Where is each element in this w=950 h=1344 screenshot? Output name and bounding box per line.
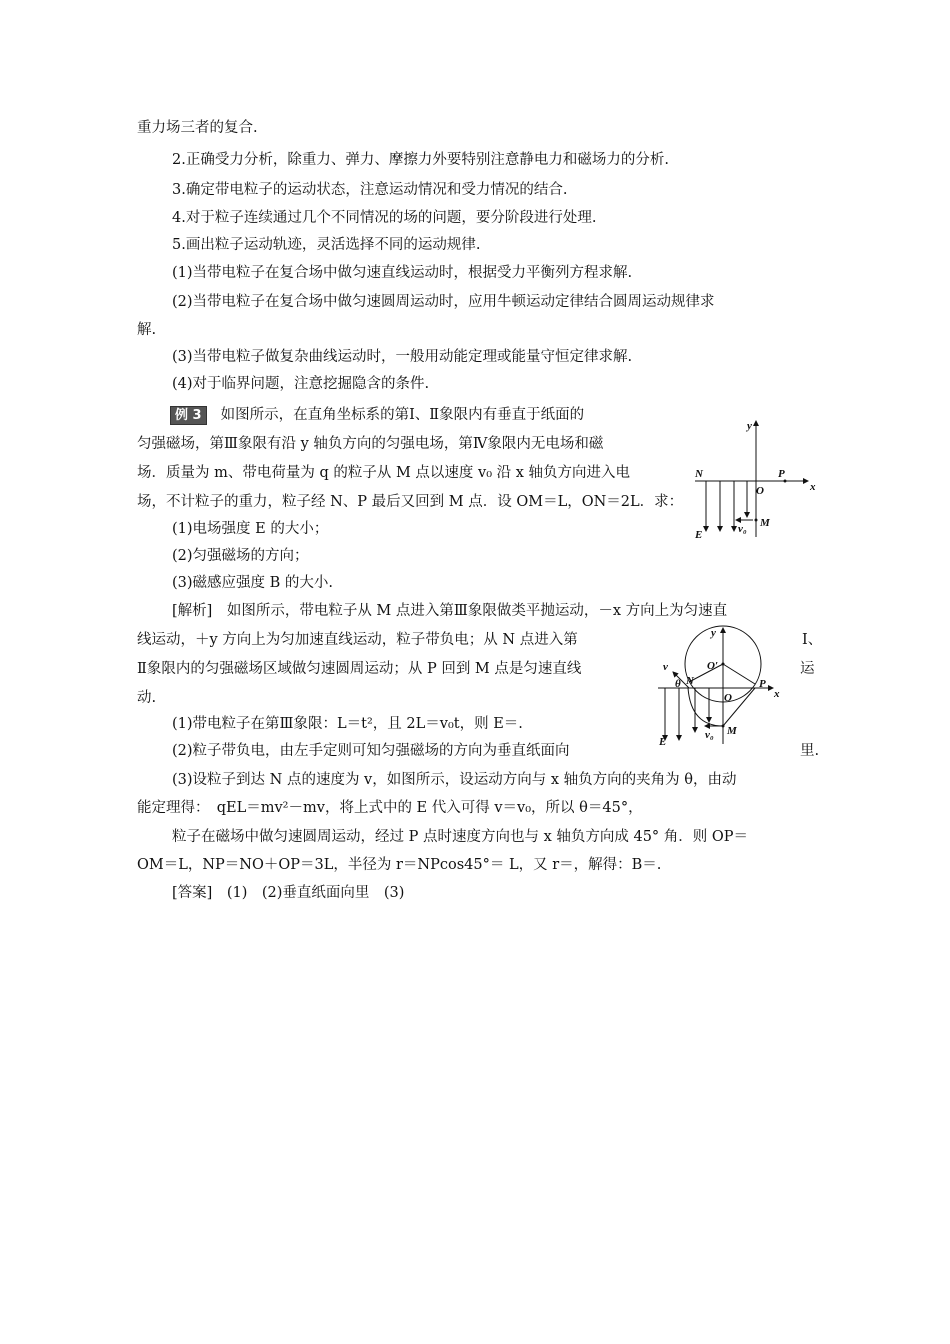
- velocity-v-label: v: [663, 661, 668, 673]
- point-N-label: N: [695, 468, 703, 480]
- text-line: 5.画出粒子运动轨迹，灵活选择不同的运动规律.: [172, 237, 481, 253]
- question-line: (3)磁感应强度 B 的大小.: [172, 575, 334, 591]
- solution-line-end: Ⅰ、: [802, 632, 823, 648]
- x-axis-label: x: [774, 688, 780, 700]
- field-E-label: E: [659, 736, 667, 747]
- example-tag: 例 3: [170, 406, 207, 425]
- solution-line: Ⅱ象限内的匀强磁场区域做匀速圆周运动；从 P 回到 M 点是匀速直线: [137, 661, 582, 677]
- point-P-label: P: [778, 468, 785, 480]
- solution-line: OM＝L，NP＝NO＋OP＝3L，半径为 r＝NPcos45°＝ L，又 r＝，解得：B＝.: [137, 857, 662, 873]
- solution-line-end: 运: [800, 661, 815, 677]
- solution-line: 粒子在磁场中做匀速圆周运动，经过 P 点时速度方向也与 x 轴负方向成 45° 角．则 OP＝: [172, 829, 749, 845]
- point-M-label: M: [760, 517, 770, 529]
- text-line: (2)当带电粒子在复合场中做匀速圆周运动时，应用牛顿运动定律结合圆周运动规律求: [172, 294, 715, 310]
- question-line: (2)匀强磁场的方向；: [172, 548, 309, 564]
- text-line: (4)对于临界问题，注意挖掘隐含的条件.: [172, 376, 430, 392]
- solution-line: 动.: [137, 690, 157, 706]
- text-line: 3.确定带电粒子的运动状态，注意运动情况和受力情况的结合.: [172, 182, 568, 198]
- point-N-label: N: [686, 675, 694, 687]
- solution-line: [解析] 如图所示，带电粒子从 M 点进入第Ⅲ象限做类平抛运动，－x 方向上为匀速直: [172, 603, 728, 619]
- answer-line: [答案] (1) (2)垂直纸面向里 (3): [172, 885, 405, 901]
- example-line: 场．质量为 m、带电荷量为 q 的粒子从 M 点以速度 v₀ 沿 x 轴负方向进入电: [137, 465, 631, 481]
- point-M-label: M: [727, 725, 737, 737]
- text-line: (3)当带电粒子做复杂曲线运动时，一般用动能定理或能量守恒定律求解.: [172, 349, 633, 365]
- field-E-label: E: [695, 529, 703, 541]
- example-line: [170, 405, 584, 425]
- solution-line: (3)设粒子到达 N 点的速度为 v，如图所示，设运动方向与 x 轴负方向的夹角为 θ，由动: [172, 772, 737, 788]
- text-line: 4.对于粒子连续通过几个不同情况的场的问题，要分阶段进行处理.: [172, 210, 597, 226]
- example-line: 匀强磁场，第Ⅲ象限有沿 y 轴负方向的匀强电场，第Ⅳ象限内无电场和磁: [137, 436, 604, 452]
- figure-trajectory-diagram: [655, 622, 790, 747]
- x-axis-label: x: [810, 481, 816, 493]
- text-line: 2.正确受力分析，除重力、弹力、摩擦力外要特别注意静电力和磁场力的分析.: [172, 152, 669, 168]
- velocity-v0-label: v₀: [705, 729, 714, 741]
- text-line: 重力场三者的复合.: [137, 120, 258, 136]
- text-line: (1)当带电粒子在复合场中做匀速直线运动时，根据受力平衡列方程求解.: [172, 265, 633, 281]
- origin-label: O: [756, 485, 764, 497]
- velocity-v0-label: v₀: [738, 523, 747, 535]
- solution-line: 能定理得： qEL＝mv²－mv，将上式中的 E 代入可得 v＝v₀，所以 θ＝45°，: [137, 800, 643, 816]
- center-Oprime-label: O′: [707, 660, 719, 672]
- angle-theta-label: θ: [675, 678, 681, 690]
- solution-line-end: 里.: [800, 743, 820, 759]
- question-line: (1)电场强度 E 的大小；: [172, 521, 329, 537]
- example-line: 场，不计粒子的重力，粒子经 N、P 最后又回到 M 点．设 OM＝L，ON＝2L．求：: [137, 494, 684, 510]
- solution-line: (2)粒子带负电，由左手定则可知匀强磁场的方向为垂直纸面向: [172, 743, 570, 759]
- origin-label: O: [724, 692, 732, 704]
- solution-line: 线运动，＋y 方向上为匀加速直线运动，粒子带负电；从 N 点进入第: [137, 632, 578, 648]
- figure-field-diagram: [690, 413, 825, 543]
- solution-line: (1)带电粒子在第Ⅲ象限：L＝t²，且 2L＝v₀t，则 E＝.: [172, 716, 523, 732]
- text-line: 解.: [137, 322, 157, 338]
- y-axis-label: y: [747, 420, 752, 432]
- point-P-label: P: [759, 678, 766, 690]
- example-text: 如图所示，在直角坐标系的第Ⅰ、Ⅱ象限内有垂直于纸面的: [220, 407, 585, 423]
- y-axis-label: y: [711, 627, 716, 639]
